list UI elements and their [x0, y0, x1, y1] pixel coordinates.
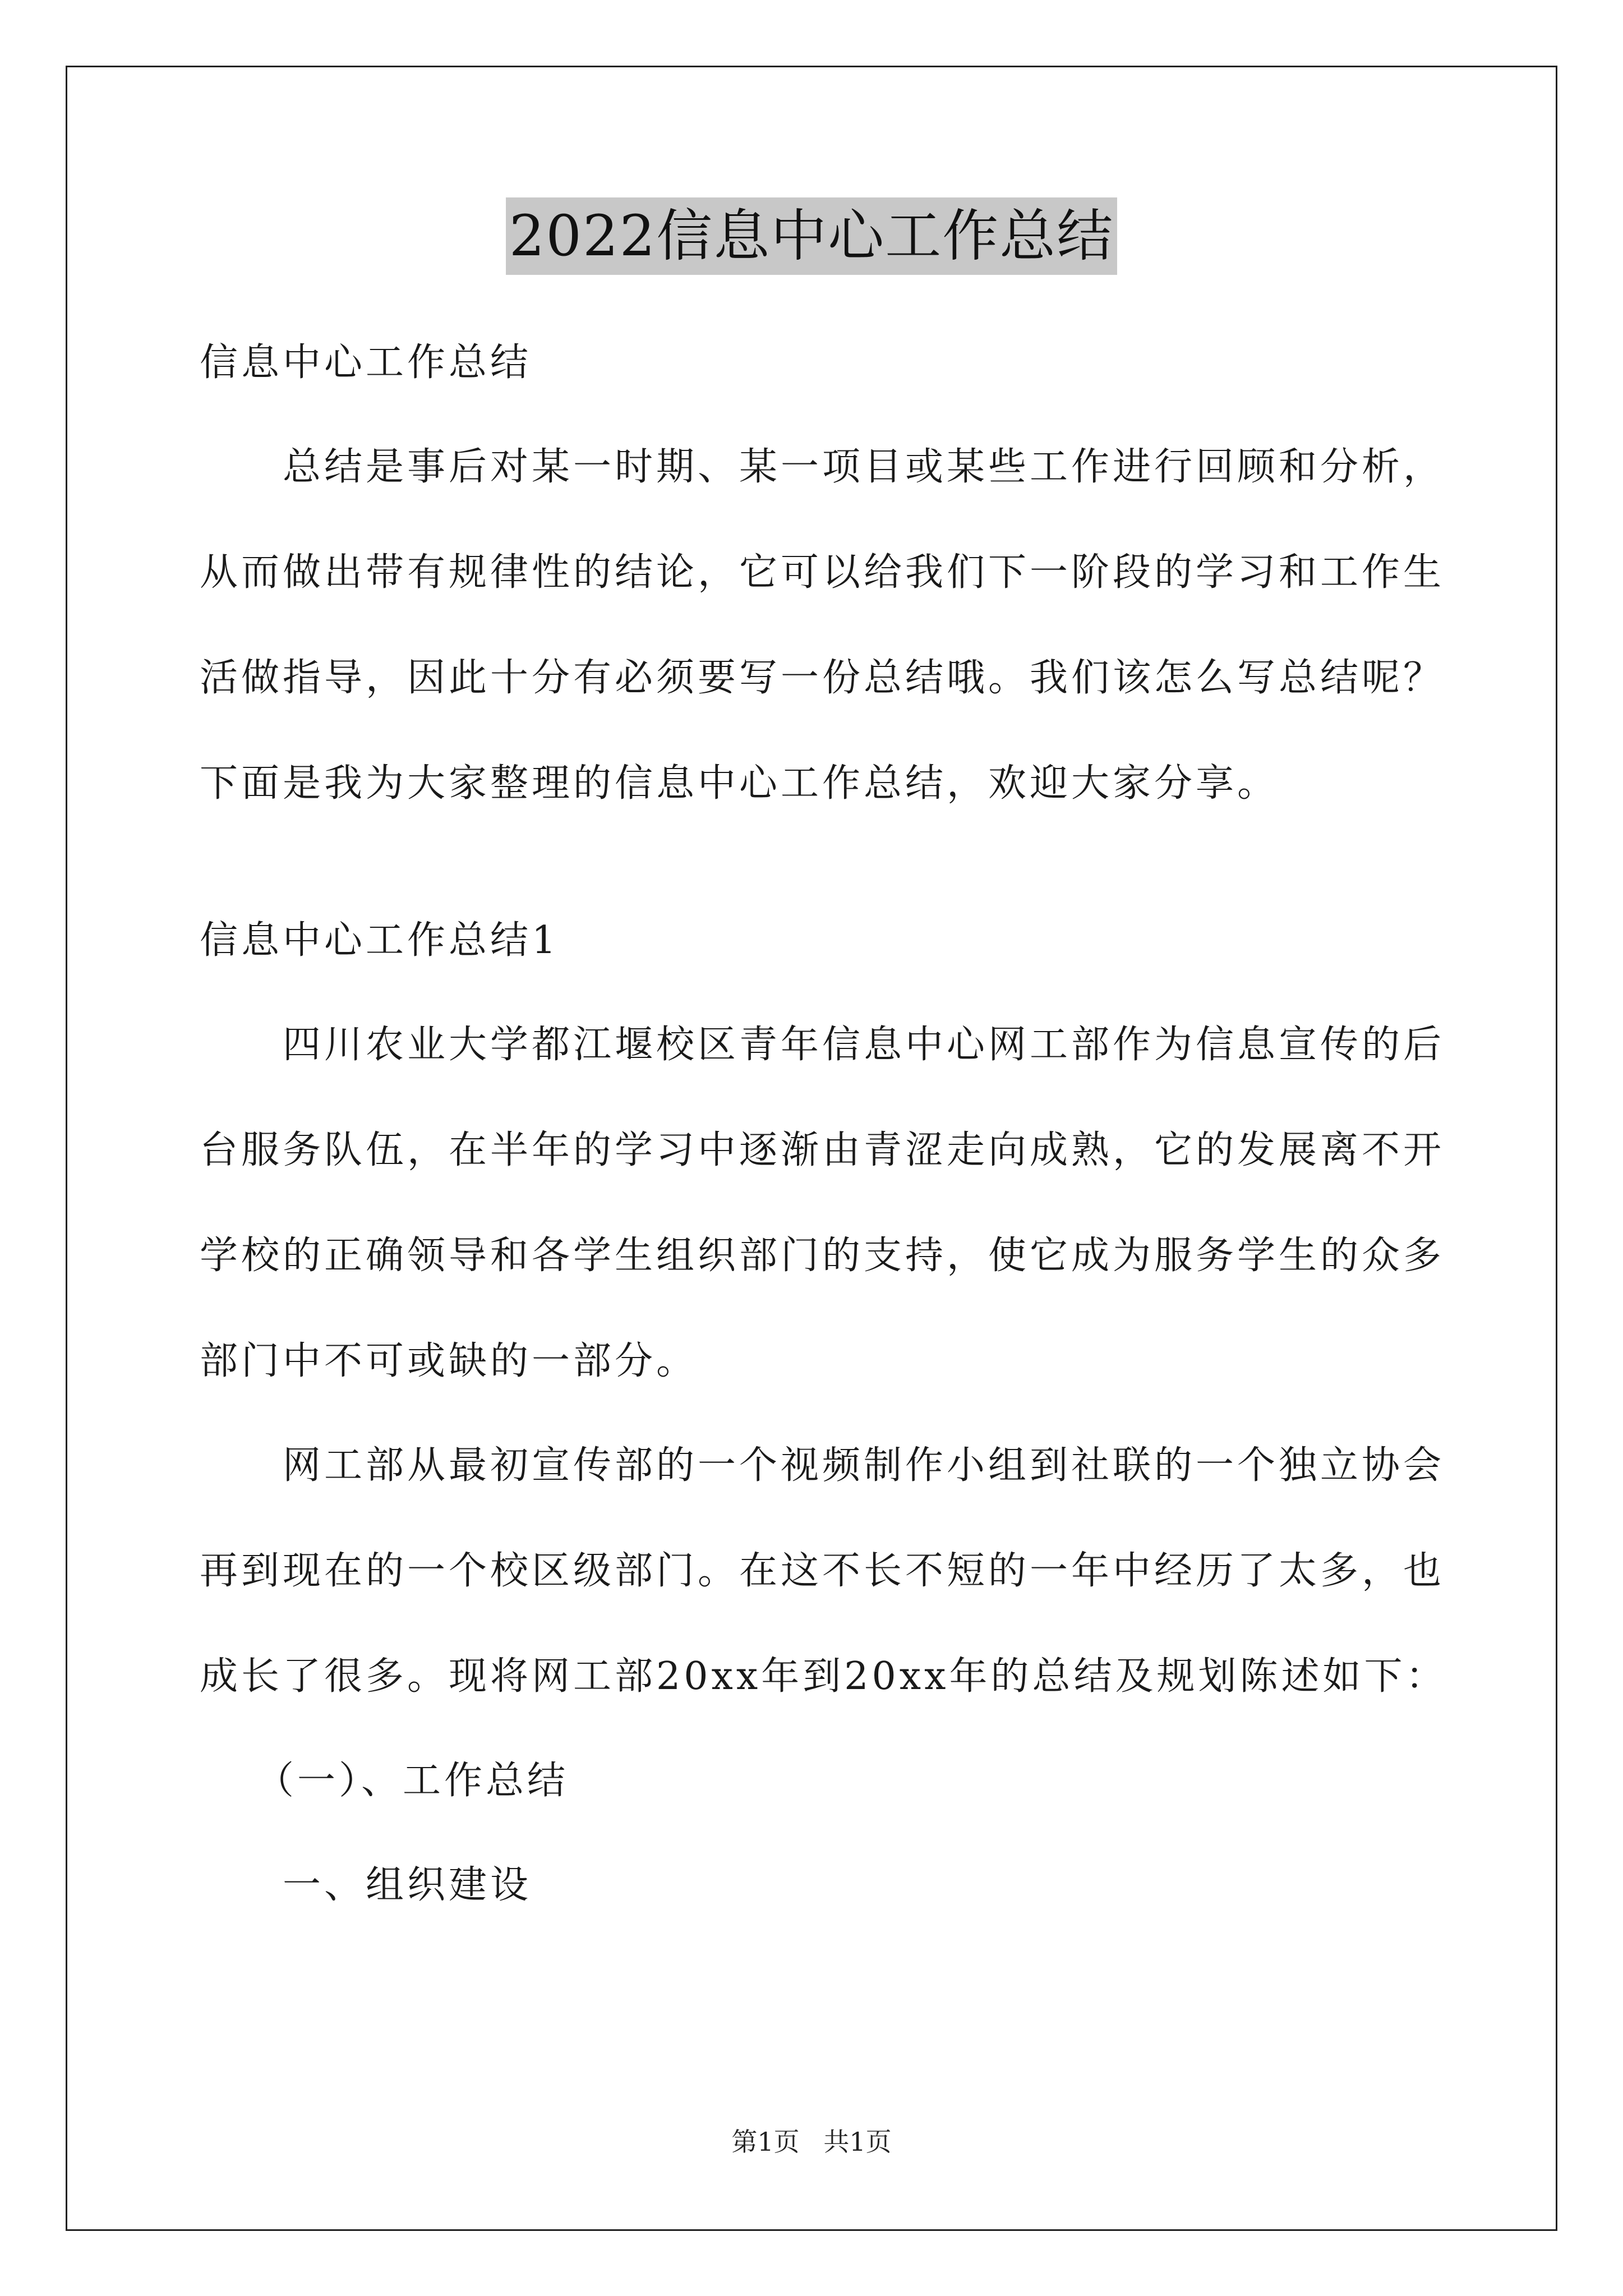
- paragraph-line: 台服务队伍，在半年的学习中逐渐由青涩走向成熟，它的发展离不开: [200, 1128, 1445, 1172]
- paragraph-line: 再到现在的一个校区级部门。在这不长不短的一年中经历了太多，也: [200, 1549, 1445, 1593]
- intro-line: 总结是事后对某一时期、某一项目或某些工作进行回顾和分析，: [283, 445, 1445, 489]
- subheading-org-building: 一、组织建设: [283, 1863, 532, 1907]
- intro-line: 下面是我为大家整理的信息中心工作总结，欢迎大家分享。: [200, 761, 1279, 806]
- document-title: 2022信息中心工作总结: [506, 197, 1118, 275]
- paragraph-line: 四川农业大学都江堰校区青年信息中心网工部作为信息宣传的后: [283, 1023, 1445, 1067]
- paragraph-line: 部门中不可或缺的一部分。: [200, 1339, 698, 1383]
- page-footer: [0, 2125, 1623, 2159]
- paragraph-line: 成长了很多。现将网工部20xx年到20xx年的总结及规划陈述如下：: [200, 1654, 1447, 1699]
- section1-paragraph-2: [200, 1439, 1447, 1703]
- document-body: [200, 337, 1447, 1912]
- intro-heading: 信息中心工作总结: [200, 341, 532, 385]
- intro-line: 活做指导，因此十分有必须要写一份总结哦。我们该怎么写总结呢？: [200, 656, 1445, 700]
- section1-heading: 信息中心工作总结1: [200, 918, 560, 963]
- page-number: 第1页: [731, 2127, 800, 2157]
- subheading-work-summary: （一）、工作总结: [256, 1759, 569, 1803]
- paragraph-line: 网工部从最初宣传部的一个视频制作小组到社联的一个独立协会: [283, 1443, 1445, 1488]
- title-container: [0, 197, 1623, 275]
- intro-paragraph: [200, 441, 1445, 810]
- intro-line: 从而做出带有规律性的结论，它可以给我们下一阶段的学习和工作生: [200, 550, 1445, 595]
- section1-paragraph-1: [200, 1019, 1445, 1388]
- spacer: [200, 862, 1428, 914]
- page-total: 共1页: [823, 2127, 892, 2157]
- paragraph-line: 学校的正确领导和各学生组织部门的支持，使它成为服务学生的众多: [200, 1234, 1445, 1278]
